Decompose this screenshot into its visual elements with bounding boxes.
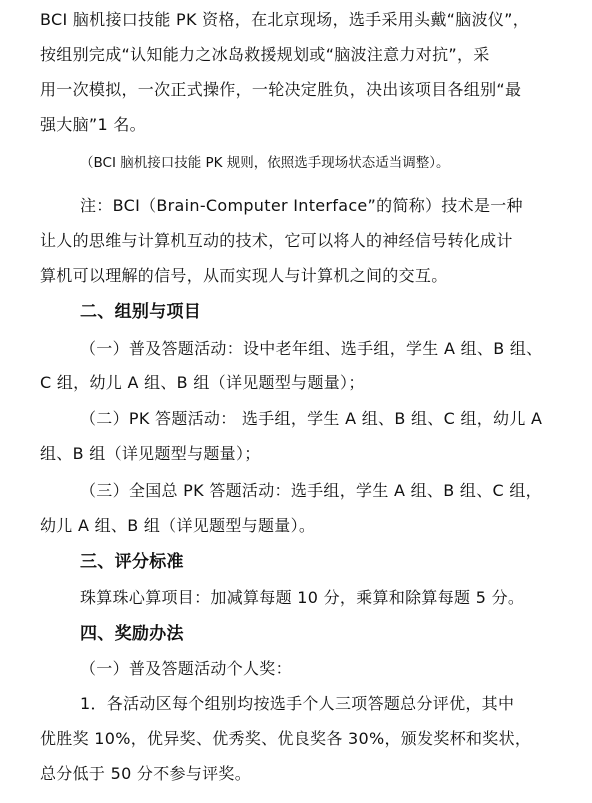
section-2-item-1-line-1: （一）普及答题活动：设中老年组、选手组，学生 A 组、B 组、 [80,339,543,358]
section-2-item-3-line-1: （三）全国总 PK 答题活动：选手组，学生 A 组、B 组、C 组， [80,481,542,500]
section-4-point-1-line-2: 优胜奖 10%，优异奖、优秀奖、优良奖各 30%，颁发奖杯和奖状， [40,729,532,748]
rule-note: （BCI 脑机接口技能 PK 规则，依照选手现场状态适当调整）。 [80,155,450,171]
intro-line-1: BCI 脑机接口技能 PK 资格，在北京现场，选手采用头戴“脑波仪”， [40,10,530,29]
bci-note-line-2: 让人的思维与计算机互动的技术，它可以将人的神经信号转化成计 [40,231,513,250]
section-4-point-1-line-1: 1．各活动区每个组别均按选手个人三项答题总分评优，其中 [80,694,515,713]
section-3-heading: 三、评分标准 [80,552,184,572]
section-3-text: 珠算珠心算项目：加减算每题 10 分，乘算和除算每题 5 分。 [80,588,525,607]
section-2-item-2-line-1: （二）PK 答题活动： 选手组，学生 A 组、B 组、C 组，幼儿 A [80,409,543,428]
intro-line-3: 用一次模拟，一次正式操作，一轮决定胜负，决出该项目各组别“最 [40,80,522,99]
section-2-item-1-line-2: C 组，幼儿 A 组、B 组（详见题型与题量）； [40,373,365,392]
section-2-item-2-line-2: 组、B 组（详见题型与题量）； [40,444,261,463]
section-4-heading: 四、奖励办法 [80,624,184,644]
section-2-heading: 二、组别与项目 [80,302,202,322]
section-2-item-3-line-2: 幼儿 A 组、B 组（详见题型与题量）。 [40,516,316,535]
bci-note-line-3: 算机可以理解的信号，从而实现人与计算机之间的交互。 [40,266,448,285]
intro-line-2: 按组别完成“认知能力之冰岛救援规划或“脑波注意力对抗”，采 [40,45,490,64]
section-4-point-1-line-3: 总分低于 50 分不参与评奖。 [40,764,252,783]
section-4-sub-1: （一）普及答题活动个人奖： [80,659,292,678]
intro-line-4: 强大脑”1 名。 [40,115,146,134]
bci-note-line-1: 注：BCI（Brain-Computer Interface”的简称）技术是一种 [80,196,523,215]
